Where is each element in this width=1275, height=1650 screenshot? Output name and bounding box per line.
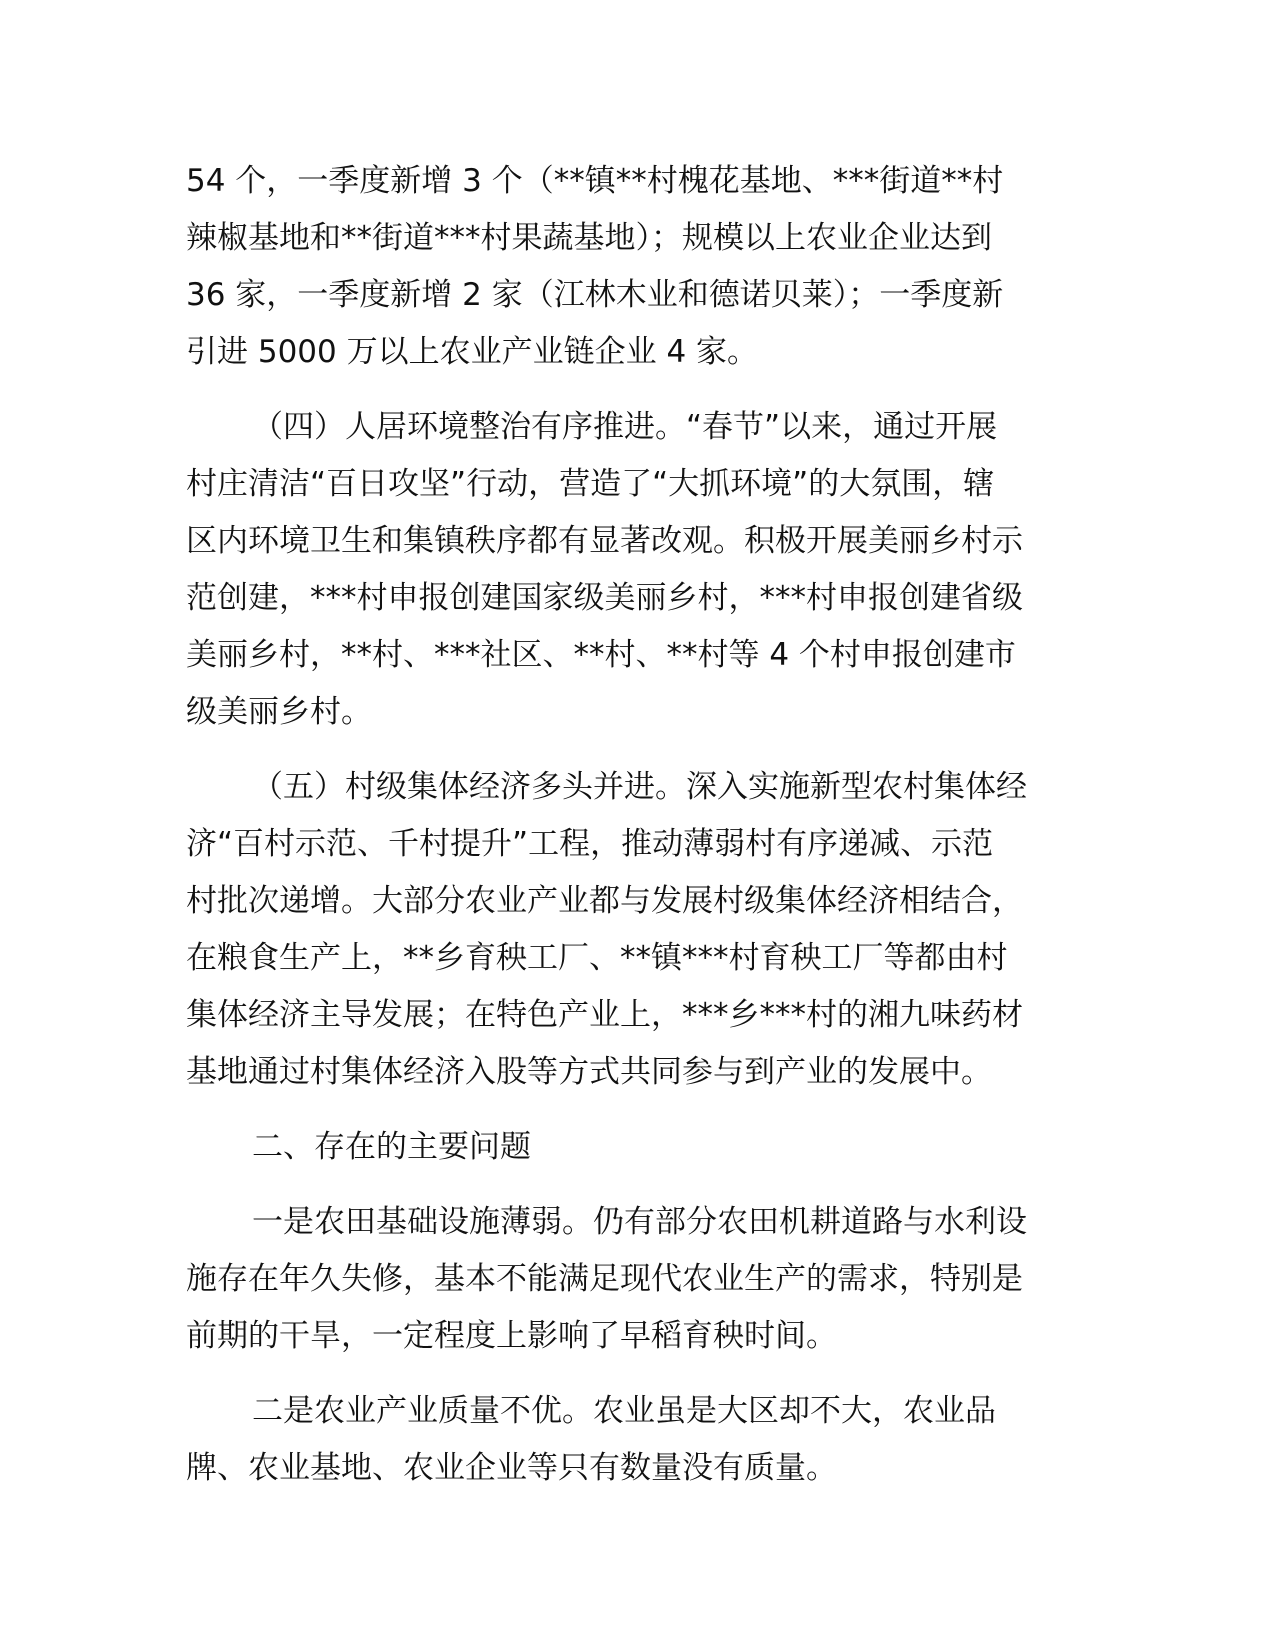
text-line: 美丽乡村，**村、***社区、**村、**村等 4 个村申报创建市 (186, 637, 1016, 673)
text-line: 施存在年久失修，基本不能满足现代农业生产的需求，特别是 (186, 1261, 1023, 1297)
text-line: 济“百村示范、千村提升”工程，推动薄弱村有序递减、示范 (186, 826, 994, 862)
text-line: 区内环境卫生和集镇秩序都有显著改观。积极开展美丽乡村示 (186, 523, 1023, 559)
text-line: 36 家，一季度新增 2 家（江林木业和德诺贝莱）；一季度新 (186, 277, 1004, 313)
text-line: 辣椒基地和**街道***村果蔬基地）；规模以上农业企业达到 (186, 220, 992, 256)
text-line: 级美丽乡村。 (186, 694, 372, 730)
text-line: 二是农业产业质量不优。农业虽是大区却不大，农业品 (252, 1393, 996, 1429)
document-body (186, 153, 1086, 1497)
text-line: 村批次递增。大部分农业产业都与发展村级集体经济相结合， (186, 883, 1023, 919)
text-line: 引进 5000 万以上农业产业链企业 4 家。 (186, 334, 759, 370)
text-line: （四）人居环境整治有序推进。“春节”以来，通过开展 (252, 409, 998, 445)
paragraph-continuation (186, 153, 1086, 381)
text-line: 范创建，***村申报创建国家级美丽乡村，***村申报创建省级 (186, 580, 1023, 616)
text-line: 集体经济主导发展；在特色产业上，***乡***村的湘九味药材 (186, 997, 1023, 1033)
text-line: （五）村级集体经济多头并进。深入实施新型农村集体经 (252, 769, 1027, 805)
text-line: 一是农田基础设施薄弱。仍有部分农田机耕道路与水利设 (252, 1204, 1027, 1240)
heading-line: 二、存在的主要问题 (252, 1129, 531, 1165)
text-line: 村庄清洁“百日攻坚”行动，营造了“大抓环境”的大氛围，辖 (186, 466, 995, 502)
paragraph-collective-economy (186, 759, 1086, 1101)
section-heading (186, 1119, 1086, 1176)
text-line: 基地通过村集体经济入股等方式共同参与到产业的发展中。 (186, 1054, 992, 1090)
text-line: 在粮食生产上，**乡育秧工厂、**镇***村育秧工厂等都由村 (186, 940, 1008, 976)
text-line: 54 个，一季度新增 3 个（**镇**村槐花基地、***街道**村 (186, 163, 1004, 199)
paragraph-living-environment (186, 399, 1086, 741)
text-line: 前期的干旱，一定程度上影响了早稻育秧时间。 (186, 1318, 837, 1354)
text-line: 牌、农业基地、农业企业等只有数量没有质量。 (186, 1450, 837, 1486)
paragraph-problem-two (186, 1383, 1086, 1497)
paragraph-problem-one (186, 1194, 1086, 1365)
